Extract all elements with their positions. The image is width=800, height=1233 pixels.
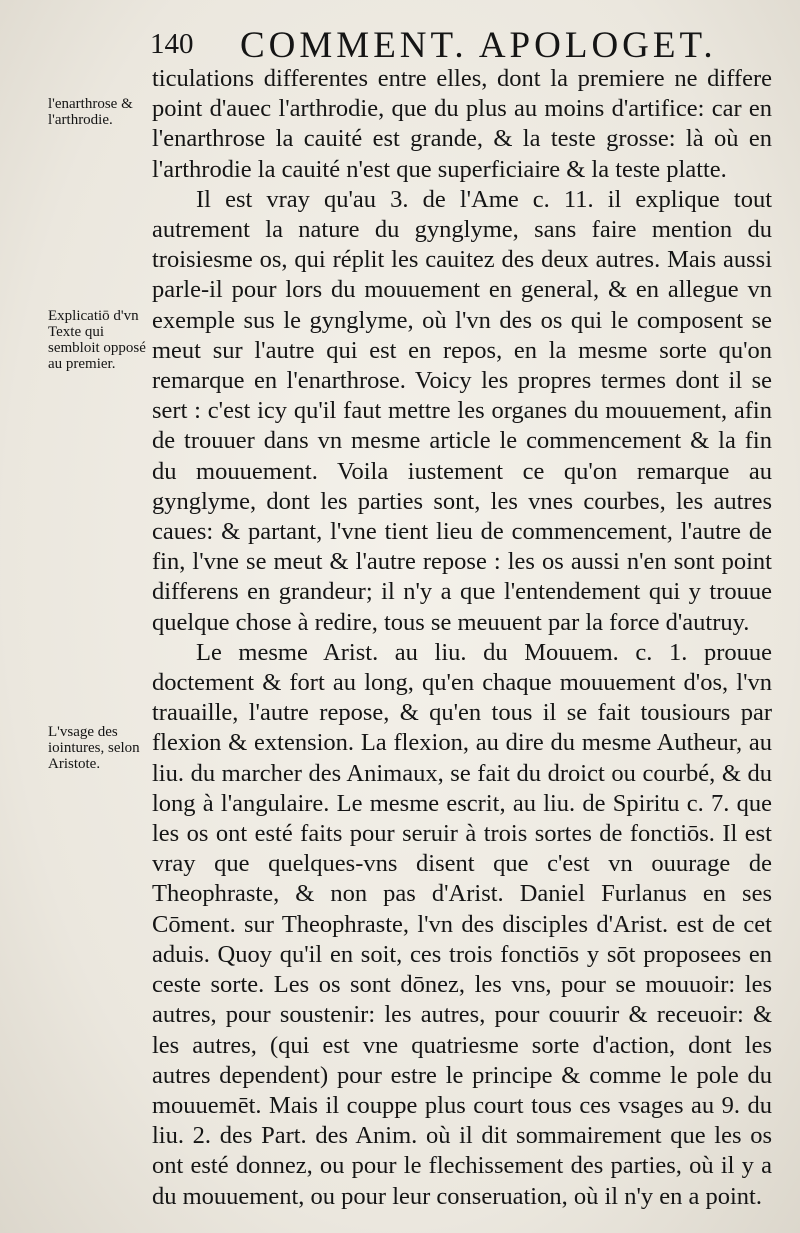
paragraph-mouuement: Le mesme Arist. au liu. du Mouuem. c. 1. prouue doctement & fort au long, qu'en chaque mouuement d'os, l'vn trauaille, l'autre repose, & qu'en tous il se fait tousiours par flexion & extension. La flexion, au dire du mesme Autheur, au liu. du marcher des Animaux, se fait du droict ou courbé, & du long à l'angulaire. Le mesme escrit, au liu. de Spiritu c. 7. que les os ont esté faits pour seruir à trois sortes de fonctiōs. Il est vray que quelques-vns disent que c'est vn ouurage de Theophraste, & non pas d'Arist. Daniel Furlanus en ses Cōment. sur Theophraste, l'vn des disciples d'Arist. est de cet aduis. Quoy qu'il en soit, ces trois fonctiōs y sōt proposees en ceste sorte. Les os sont dōnez, les vns, pour se mouuoir: les autres, pour soustenir: les autres, pour couurir & receuoir: & les autres, (qui est vne quatriesme sorte d'action, dont les autres dependent) pour estre le principe & comme le pole du mouuemēt. Mais il couppe plus court tous ces vsages au 9. du liu. 2. des Part. des Anim. où il dit sommairement que les os ont esté donnez, ou pour le flechissement des parties, où il y a du mouuement, ou pour leur conseruation, où il n'y en a point. (152, 638, 772, 1210)
page-header (150, 18, 790, 68)
margin-note-usage: L'vsage des iointures, selon Aristote. (48, 724, 140, 772)
running-title: COMMENT. APOLOGET. (240, 25, 717, 66)
page-number: 140 (150, 28, 194, 60)
paragraph-gynglyme: Il est vray qu'au 3. de l'Ame c. 11. il explique tout autrement la nature du gynglyme, sans faire mention du troisiesme os, qui réplit les cauitez des deux autres. Mais aussi parle-il pour lors du mouuement en general, & en allegue vn exemple sus le gynglyme, où l'vn des os qui le composent se meut sur l'autre qui est en repos, en la mesme sorte qu'on remarque en l'enarthrose. Voicy les propres termes dont il se sert : c'est icy qu'il faut mettre les organes du mouuement, afin de trouuer dans vn mesme article le commencement & la fin du mouuement. Voila iustement ce qu'on remarque au gynglyme, dont les parties sont, les vnes courbes, les autres caues: & partant, l'vne tient lieu de commencement, l'autre de fin, l'vne se meut & l'autre repose : les os aussi n'en sont point differens en grandeur; il n'y a que l'entendement qui y trouue quelque chose à redire, tous se meuuent par la force d'autruy. (152, 185, 772, 636)
paragraph-continuation: ticulations differentes entre elles, dont la premiere ne differe point d'auec l'arthrodie, que du plus au moins d'artifice: car en l'enarthrose la cauité est grande, & la teste grosse: là où en l'arthrodie la cauité n'est que superficiaire & la teste platte. (152, 65, 772, 183)
margin-note-enarthrose: l'enarthrose & l'arthrodie. (48, 96, 133, 128)
body-text (152, 64, 772, 1212)
margin-note-explication: Explicatiō d'vn Texte qui sembloit opposé au premier. (48, 308, 146, 372)
